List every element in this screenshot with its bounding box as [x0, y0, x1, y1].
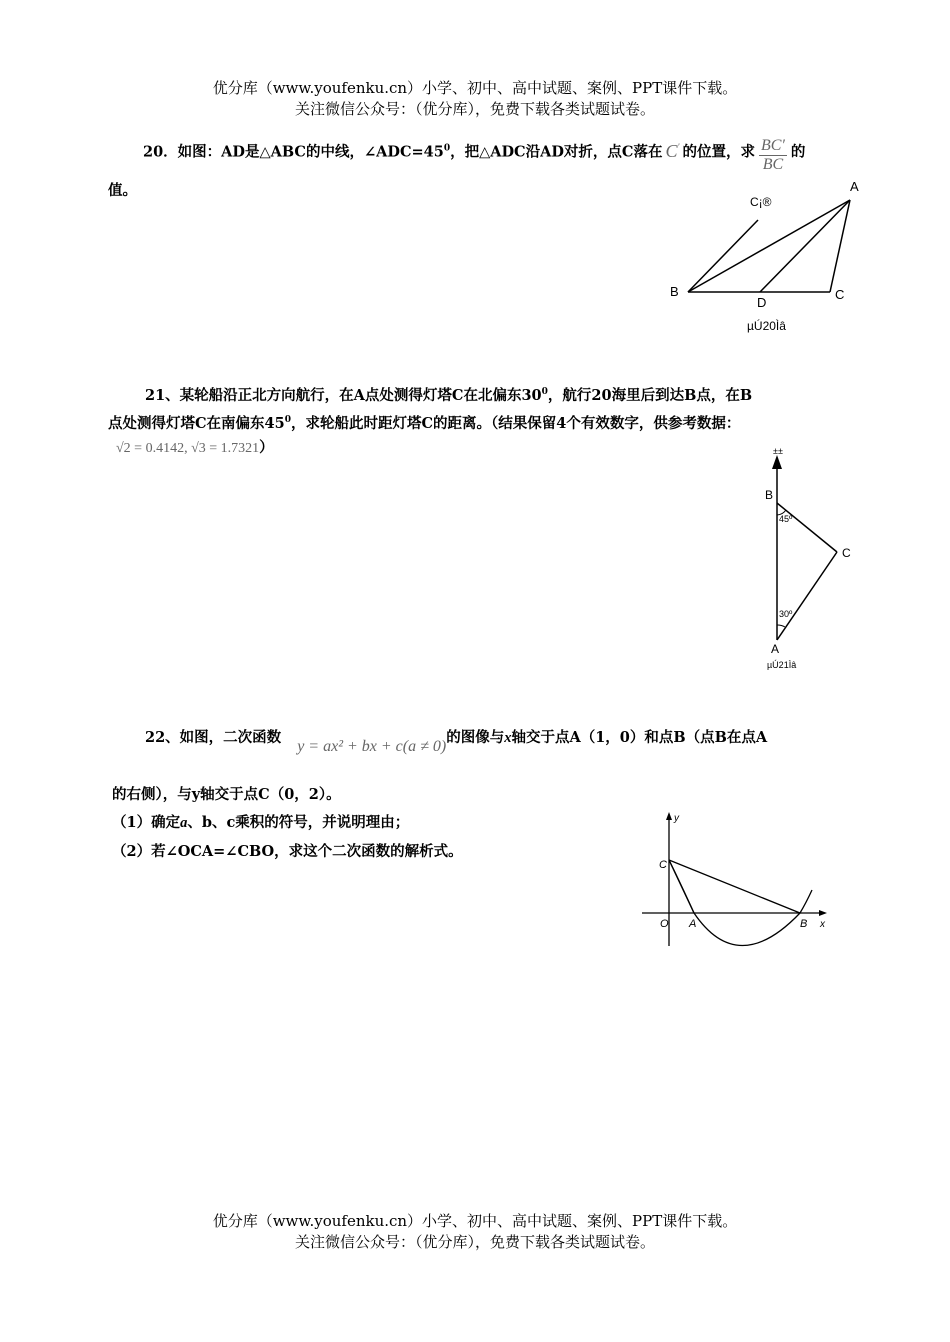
q21-line2-b: ，求轮船此时距灯塔C的距离。（结果保留4个有效数字，供参考数据：	[290, 414, 741, 432]
q21-line1-a: 21、某轮船沿正北方向航行，在A点处测得灯塔C在北偏东30	[145, 386, 542, 404]
q21-angle-arc-a	[777, 625, 785, 627]
q20-c-prime	[662, 141, 682, 161]
q22-parabola	[669, 860, 812, 946]
footer-line-1: 优分库（www.youfenku.cn）小学、初中、高中试题、案例、PPT课件下载。	[212, 1212, 738, 1230]
q22-part1-a: （1）确定	[112, 814, 181, 831]
q20-label-a: A	[850, 179, 859, 194]
q21-ref-data: √2 = 0.4142, √3 = 1.7321	[116, 441, 260, 456]
q22-a-var: a	[180, 815, 188, 831]
q20-text-d: 的	[790, 143, 806, 161]
q21-label-a: A	[771, 642, 780, 656]
q21-figure	[755, 445, 855, 675]
q21-degree-2: 0	[284, 415, 291, 425]
q20-line-1	[143, 134, 805, 171]
q22-x-arrow-icon	[819, 910, 827, 916]
q20-label-d: D	[757, 295, 767, 310]
q21-angle-a: 30º	[779, 609, 793, 619]
q20-text-c: 的位置，求	[682, 143, 755, 161]
q22-figure	[628, 808, 838, 950]
q20-fraction	[759, 137, 787, 174]
q22-label-b: B	[800, 918, 808, 930]
q20-label-b: B	[670, 284, 679, 299]
q22-line-1	[145, 727, 768, 755]
q21-line-1	[145, 381, 752, 407]
q21-north-label: ±±	[773, 446, 783, 456]
q20-label-c: C	[835, 287, 845, 302]
q21-label-c: C	[842, 546, 851, 560]
q22-part1-b: 、b、c乘积的符号，并说明理由；	[187, 814, 410, 831]
header-line-1: 优分库（www.youfenku.cn）小学、初中、高中试题、案例、PPT课件下载。	[212, 79, 738, 97]
q20-segment-ca	[830, 200, 850, 292]
q20-frac-num: BC′	[760, 137, 785, 154]
header-line-2: 关注微信公众号：（优分库），免费下载各类试题试卷。	[294, 100, 655, 118]
q21-angle-b: 45º	[779, 514, 793, 524]
q21-label-b: B	[765, 488, 774, 502]
q20-prime-mark: ′	[677, 141, 680, 152]
q21-caption: µÚ21Ìâ	[767, 660, 797, 670]
q22-y-label: y	[674, 813, 679, 824]
q20-caption: µÚ20Ìâ	[747, 319, 786, 333]
q21-line2-a: 点处测得灯塔C在南偏东45	[108, 414, 285, 432]
q22-segment-cb	[669, 860, 800, 913]
q22-label-o: O	[660, 918, 669, 930]
q22-label-a: A	[689, 918, 697, 930]
q20-segment-bc-prime	[688, 220, 758, 292]
q20-segment-ba	[688, 200, 850, 292]
q22-x-var: x	[504, 730, 512, 746]
q21-line1-b: ，航行20海里后到达B点，在B	[547, 386, 753, 404]
q21-segment-ca	[777, 552, 837, 640]
q22-formula: y = ax² + bx + c(a ≠ 0)	[297, 738, 447, 755]
q22-line1-b: 的图像与	[446, 729, 505, 746]
q22-y-arrow-icon	[666, 812, 672, 820]
q20-figure	[660, 175, 860, 340]
q20-c-letter: C	[665, 140, 678, 161]
q22-part-1	[112, 812, 409, 834]
q22-intro: 22、如图，二次函数	[145, 729, 282, 746]
q20-degree: 0	[443, 143, 451, 154]
q21-line-2	[108, 409, 740, 435]
q21-degree-1: 0	[541, 387, 548, 397]
q21-north-arrow-icon	[772, 455, 782, 469]
q21-close-paren: ）	[259, 439, 274, 456]
q20-label-c-prime: C¡®	[750, 195, 772, 209]
q22-line1-c: 轴交于点A（1，0）和点B（点B在点A	[511, 729, 768, 746]
q22-label-c: C	[659, 859, 667, 871]
q20-line-2: 值。	[108, 182, 137, 199]
q22-x-label: x	[820, 919, 825, 930]
q22-line-2: 的右侧），与y轴交于点C（0，2）。	[112, 786, 341, 803]
q22-part-2: （2）若∠OCA=∠CBO，求这个二次函数的解析式。	[112, 843, 463, 860]
q20-frac-den: BC	[762, 156, 784, 173]
q20-text-a: 20．如图：AD是△ABC的中线，∠ADC=45	[143, 143, 444, 161]
q21-line-3	[116, 437, 274, 460]
q20-text-b: ，把△ADC沿AD对折，点C落在	[450, 143, 663, 161]
footer-line-2: 关注微信公众号：（优分库），免费下载各类试题试卷。	[294, 1233, 655, 1251]
q20-segment-da	[760, 200, 850, 292]
